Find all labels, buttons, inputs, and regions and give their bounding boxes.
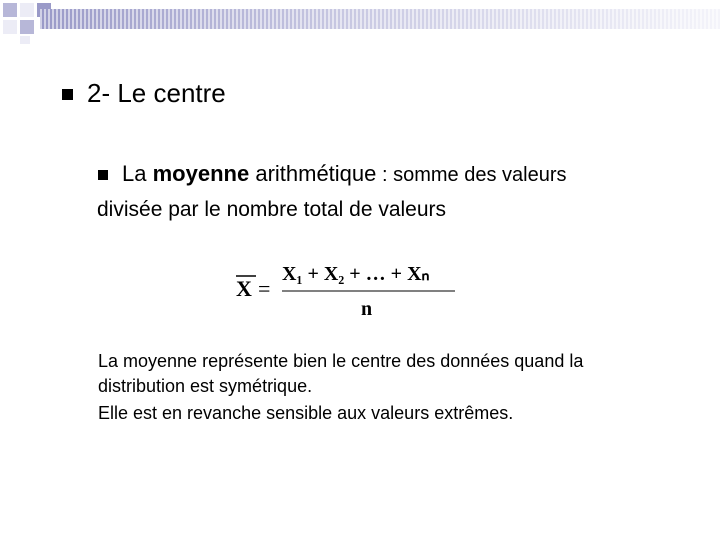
definition-keyword: moyenne [152,161,250,186]
definition-term: arithmétique [255,161,377,186]
definition-rest: : somme des valeurs [376,164,567,186]
note-line: Elle est en revanche sensible aux valeurs extrêmes. [98,403,514,423]
deco-square [20,36,30,44]
deco-square [3,3,17,17]
decorative-header-bar [40,9,720,29]
bullet-square-icon [98,170,108,180]
formula-equals: = [258,276,271,301]
note-line: distribution est symétrique. [98,376,313,396]
mean-formula [230,258,470,323]
note-line: La moyenne représente bien le centre des données quand la [98,351,584,371]
formula-denominator: n [361,298,373,320]
deco-square [20,20,34,34]
deco-square [3,20,17,34]
formula-numerator: X₁ + X₂ + … + Xₙ [282,263,430,285]
bullet-square-icon [62,89,73,100]
mean-definition [122,161,566,187]
section-heading: 2- Le centre [87,78,226,108]
definition-lead: La [122,161,147,186]
deco-square [20,3,34,17]
definition-continuation: divisée par le nombre total de valeurs [97,198,447,221]
formula-lhs: X [236,276,252,301]
